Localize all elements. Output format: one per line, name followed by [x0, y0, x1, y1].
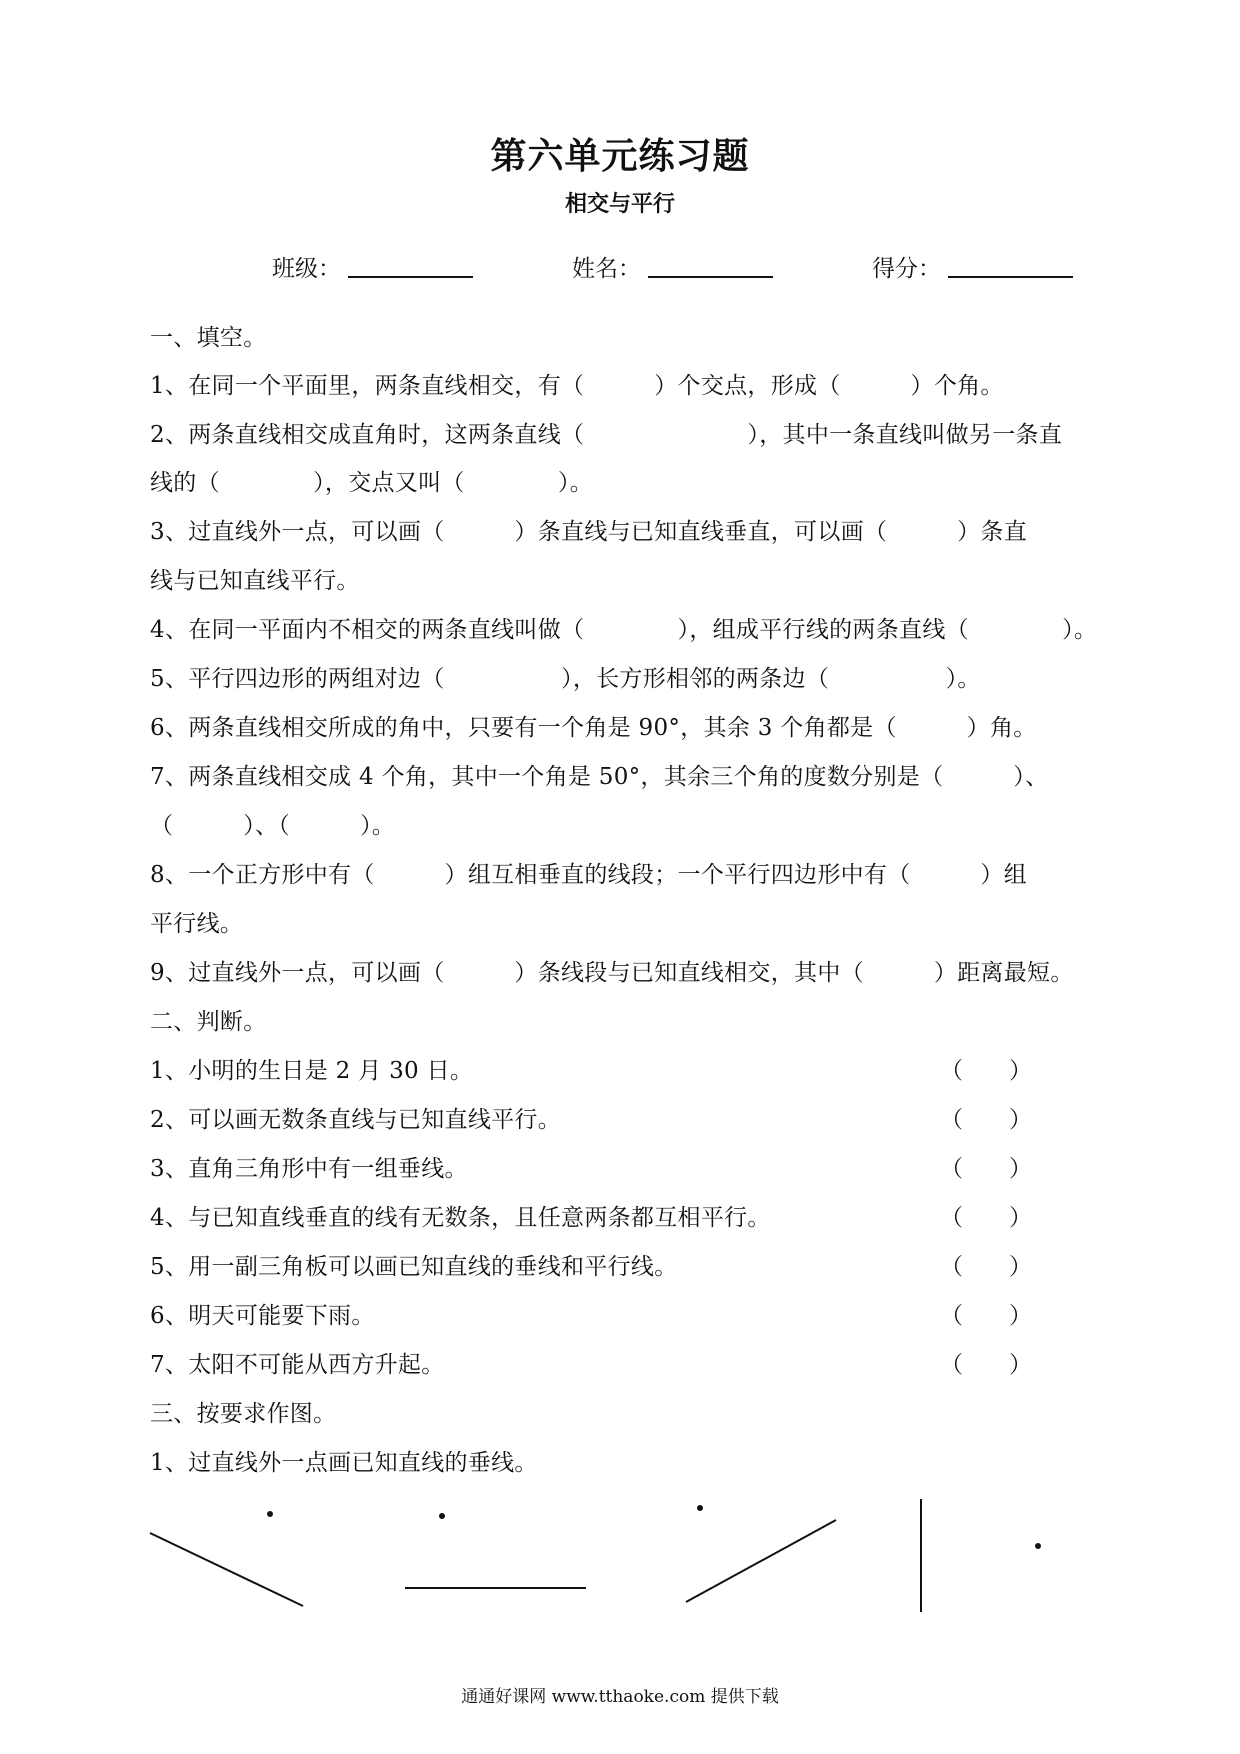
section-heading-drawing: 三、按要求作图。 [150, 1401, 337, 1427]
given-point-1 [267, 1511, 273, 1517]
fill-in-line: 8、一个正方形中有（ ）组互相垂直的线段；一个平行四边形中有（ ）组 [150, 862, 1028, 888]
section-heading-fill-in: 一、填空。 [150, 325, 267, 351]
given-point-3 [697, 1505, 703, 1511]
drawing-question: 1、过直线外一点画已知直线的垂线。 [150, 1450, 538, 1476]
judge-item-text: 1、小明的生日是 2 月 30 日。 [150, 1058, 474, 1084]
given-line-3 [686, 1520, 836, 1602]
fill-in-line: 平行线。 [150, 911, 244, 937]
fill-in-line: 3、过直线外一点，可以画（ ）条直线与已知直线垂直，可以画（ ）条直 [150, 519, 1028, 545]
given-line-1 [150, 1533, 303, 1606]
judge-answer-paren[interactable]: （ ） [940, 1058, 1032, 1084]
page-subtitle: 相交与平行 [564, 191, 675, 217]
name-label: 姓名： [572, 256, 641, 282]
fill-in-line: 9、过直线外一点，可以画（ ）条线段与已知直线相交，其中（ ）距离最短。 [150, 960, 1074, 986]
fill-in-line: 6、两条直线相交所成的角中，只要有一个角是 90°，其余 3 个角都是（ ）角。 [150, 715, 1037, 741]
score-label: 得分： [872, 256, 941, 282]
page-title: 第六单元练习题 [490, 135, 750, 177]
fill-in-line: 1、在同一个平面里，两条直线相交，有（ ）个交点，形成（ ）个角。 [150, 373, 1004, 399]
footer-credit: 通通好课网 www.tthaoke.com 提供下载 [461, 1687, 779, 1707]
judge-item-text: 6、明天可能要下雨。 [150, 1303, 375, 1329]
judge-answer-paren[interactable]: （ ） [940, 1205, 1032, 1231]
judge-item-text: 5、用一副三角板可以画已知直线的垂线和平行线。 [150, 1254, 678, 1280]
fill-in-line: 线的（ ），交点又叫（ ）。 [150, 470, 593, 496]
judge-answer-paren[interactable]: （ ） [940, 1303, 1032, 1329]
judge-item-text: 7、太阳不可能从西方升起。 [150, 1352, 445, 1378]
fill-in-line: 7、两条直线相交成 4 个角，其中一个角是 50°，其余三个角的度数分别是（ ）、 [150, 764, 1049, 790]
fill-in-line: 2、两条直线相交成直角时，这两条直线（ ），其中一条直线叫做另一条直 [150, 422, 1063, 448]
fill-in-line: （ ）、（ ）。 [150, 813, 396, 839]
judge-answer-paren[interactable]: （ ） [940, 1156, 1032, 1182]
judge-answer-paren[interactable]: （ ） [940, 1352, 1032, 1378]
class-label: 班级： [272, 256, 341, 282]
judge-answer-paren[interactable]: （ ） [940, 1107, 1032, 1133]
given-point-4 [1035, 1543, 1041, 1549]
judge-answer-paren[interactable]: （ ） [940, 1254, 1032, 1280]
judge-item-text: 3、直角三角形中有一组垂线。 [150, 1156, 468, 1182]
section-heading-judge: 二、判断。 [150, 1009, 267, 1035]
fill-in-line: 4、在同一平面内不相交的两条直线叫做（ ），组成平行线的两条直线（ ）。 [150, 617, 1098, 643]
fill-in-line: 线与已知直线平行。 [150, 568, 360, 594]
given-point-2 [439, 1513, 445, 1519]
judge-item-text: 2、可以画无数条直线与已知直线平行。 [150, 1107, 562, 1133]
judge-item-text: 4、与已知直线垂直的线有无数条，且任意两条都互相平行。 [150, 1205, 771, 1231]
fill-in-line: 5、平行四边形的两组对边（ ），长方形相邻的两条边（ ）。 [150, 666, 981, 692]
